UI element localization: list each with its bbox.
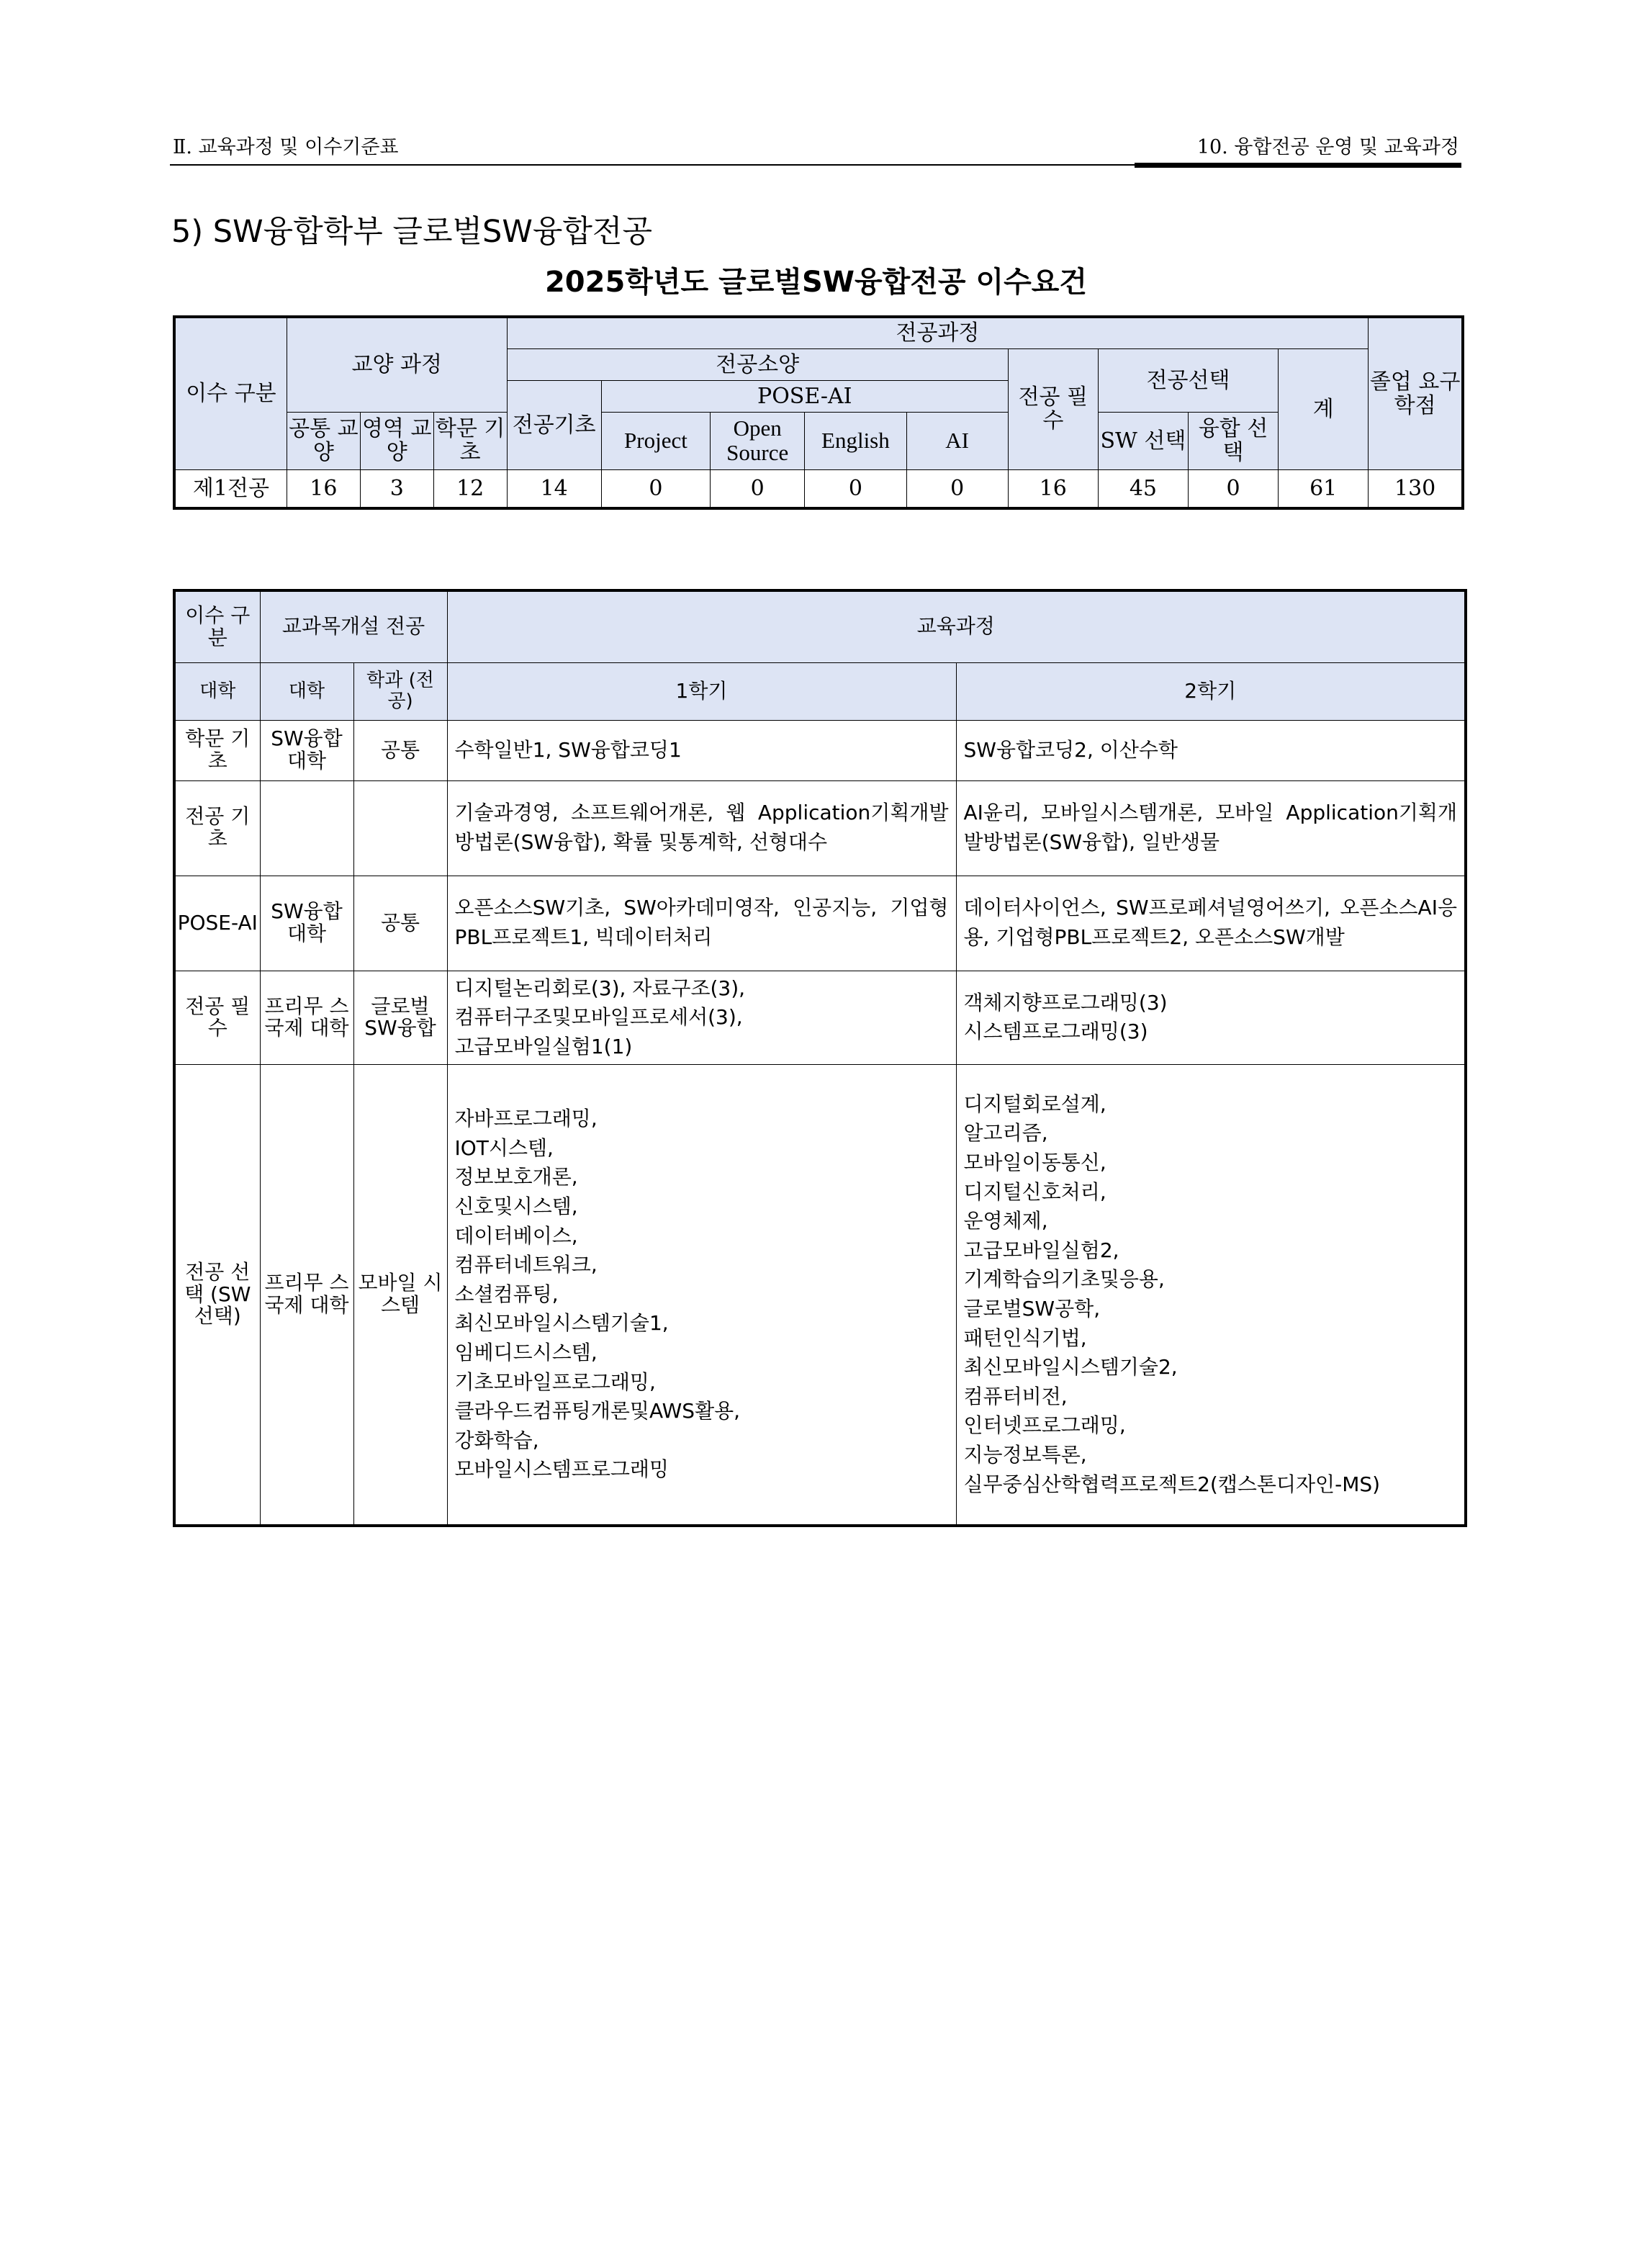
cur-row-dept: 공통 [353, 876, 447, 971]
cur-row-category: 전공 필수 [174, 971, 260, 1065]
req-header-graduation: 졸업 요구 학점 [1369, 317, 1463, 469]
req-cell: 3 [360, 469, 433, 508]
req-cell: 130 [1369, 469, 1463, 508]
req-row-label: 제1전공 [174, 469, 287, 508]
req-cell: 12 [433, 469, 507, 508]
cur-row-sem2: 객체지향프로그래밍(3) 시스템프로그래밍(3) [956, 971, 1466, 1065]
header-left: Ⅱ. 교육과정 및 이수기준표 [173, 136, 399, 158]
req-header-major: 전공과정 [507, 317, 1369, 348]
req-header-major-capability: 전공소양 [507, 348, 1008, 380]
req-cell: 14 [507, 469, 601, 508]
req-header-general: 공통 교양 [287, 412, 360, 469]
cur-header-curriculum: 교육과정 [447, 590, 1466, 662]
cur-row-college: SW융합 대학 [260, 720, 353, 780]
cur-row-dept: 글로벌 SW융합 [353, 971, 447, 1065]
section-title: 5) SW융합학부 글로벌SW융합전공 [171, 214, 653, 250]
req-header-english: English [805, 412, 906, 469]
cur-row-sem1: 디지털논리회로(3), 자료구조(3), 컴퓨터구조및모바일프로세서(3), 고급모바일실험1(1) [447, 971, 956, 1065]
req-cell: 61 [1279, 469, 1369, 508]
cur-row-sem2: SW융합코딩2, 이산수학 [956, 720, 1466, 780]
req-header-pose: POSE-AI [601, 380, 1008, 412]
req-header-category: 이수 구분 [174, 317, 287, 469]
req-header-project: Project [601, 412, 710, 469]
cur-row-sem2: 데이터사이언스, SW프로페셔널영어쓰기, 오픈소스AI응용, 기업형PBL프로젝트2, 오픈소스SW개발 [956, 876, 1466, 971]
cur-row-sem1: 기술과경영, 소프트웨어개론, 웹 Application기획개발방법론(SW융합), 확률 및통계학, 선형대수 [447, 780, 956, 876]
req-cell: 0 [601, 469, 710, 508]
req-header-area: 영역 교양 [360, 412, 433, 469]
req-cell: 16 [1008, 469, 1098, 508]
cur-row-college: 프리무 스국제 대학 [260, 1065, 353, 1526]
cur-row-sem2: AI윤리, 모바일시스템개론, 모바일 Application기획개발방법론(SW융합), 일반생물 [956, 780, 1466, 876]
requirements-table [173, 315, 1464, 510]
header-rule-accent [1135, 163, 1461, 168]
req-cell: 0 [711, 469, 805, 508]
req-header-major-elective: 전공선택 [1098, 348, 1278, 412]
cur-row-category: 전공 선택 (SW 선택) [174, 1065, 260, 1526]
req-header-major-basic: 전공기초 [507, 380, 601, 469]
curriculum-table [173, 589, 1467, 1527]
cur-row-dept: 모바일 시스템 [353, 1065, 447, 1526]
cur-row-category: 전공 기초 [174, 780, 260, 876]
req-header-ai: AI [906, 412, 1008, 469]
req-cell: 0 [1188, 469, 1278, 508]
header-right: 10. 융합전공 운영 및 교육과정 [1196, 136, 1459, 158]
req-cell: 0 [805, 469, 906, 508]
cur-row-college [260, 780, 353, 876]
cur-header-offering: 교과목개설 전공 [260, 590, 447, 662]
cur-row-sem1: 자바프로그래밍, IOT시스템, 정보보호개론, 신호및시스템, 데이터베이스, 컴퓨터네트워크, 소셜컴퓨팅, 최신모바일시스템기술1, 임베디드시스템, 기초모바일프로그래밍, 클라우드컴퓨팅개론및AWS활용, 강화학습, 모바일시스템프로그래밍 [447, 1065, 956, 1526]
req-header-open-source: Open Source [711, 412, 805, 469]
req-header-major-required: 전공 필수 [1008, 348, 1098, 469]
cur-row-category: 학문 기초 [174, 720, 260, 780]
cur-row-dept [353, 780, 447, 876]
cur-row-sem2: 디지털회로설계, 알고리즘, 모바일이동통신, 디지털신호처리, 운영체제, 고급모바일실험2, 기계학습의기초및응용, 글로벌SW공학, 패턴인식기법, 최신모바일시스템기술2, 컴퓨터비전, 인터넷프로그래밍, 지능정보특론, 실무중심산학협력프로젝트2(캡스톤디자인-MS) [956, 1065, 1466, 1526]
cur-header-category: 이수 구분 [174, 590, 260, 662]
cur-header-college2: 대학 [260, 662, 353, 720]
cur-header-college: 대학 [174, 662, 260, 720]
req-header-total: 계 [1279, 348, 1369, 469]
cur-header-sem1: 1학기 [447, 662, 956, 720]
table-title: 2025학년도 글로벌SW융합전공 이수요건 [544, 266, 1088, 299]
req-header-liberal: 교양 과정 [287, 317, 507, 412]
cur-row-sem1: 수학일반1, SW융합코딩1 [447, 720, 956, 780]
cur-row-college: 프리무 스국제 대학 [260, 971, 353, 1065]
cur-row-category: POSE-AI [174, 876, 260, 971]
cur-row-sem1: 오픈소스SW기초, SW아카데미영작, 인공지능, 기업형PBL프로젝트1, 빅데이터처리 [447, 876, 956, 971]
cur-row-college: SW융합 대학 [260, 876, 353, 971]
cur-header-sem2: 2학기 [956, 662, 1466, 720]
req-cell: 16 [287, 469, 360, 508]
req-cell: 0 [906, 469, 1008, 508]
req-header-sw-elective: SW 선택 [1098, 412, 1188, 469]
req-cell: 45 [1098, 469, 1188, 508]
cur-header-dept: 학과 (전공) [353, 662, 447, 720]
req-header-academic: 학문 기초 [433, 412, 507, 469]
cur-row-dept: 공통 [353, 720, 447, 780]
req-header-conv-elective: 융합 선택 [1188, 412, 1278, 469]
